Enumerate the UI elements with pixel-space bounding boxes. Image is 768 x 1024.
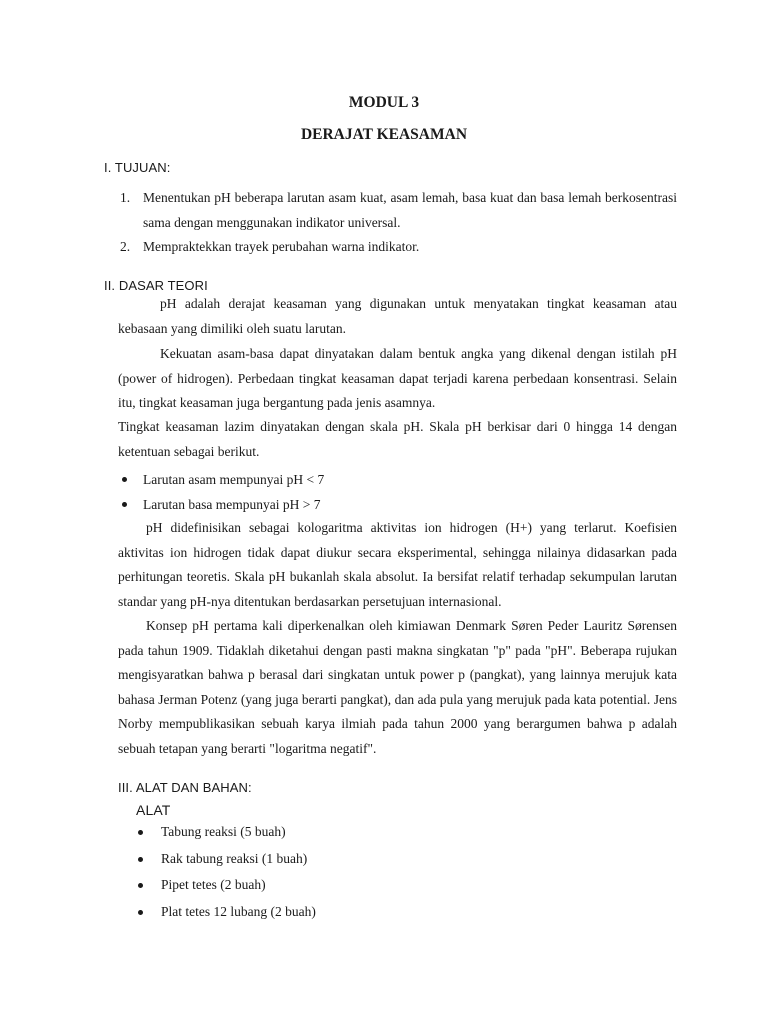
list-item-text: Mempraktekkan trayek perubahan warna indikator. xyxy=(143,239,420,254)
list-item xyxy=(118,492,324,517)
bullet-icon xyxy=(138,830,143,835)
bullet-icon xyxy=(138,857,143,862)
list-item xyxy=(136,819,316,846)
ph-condition-list xyxy=(118,467,324,517)
paragraph-kologaritma: pH didefinisikan sebagai kologaritma aktivitas ion hidrogen (H+) yang terlarut. Koefisien aktivitas ion hidrogen tidak dapat diukur secara eksperimental, sehingga nilainya didasarkan pada perhitungan teoretis. Skala pH bukanlah skala absolut. Ia bersifat relatif terhadap sekumpulan larutan standar yang pH-nya ditentukan berdasarkan persetujuan internasional. xyxy=(118,520,677,609)
paragraph-kekuatan-asam-basa: Kekuatan asam-basa dapat dinyatakan dalam bentuk angka yang dikenal dengan istilah pH (power of hidrogen). Perbedaan tingkat keasaman dapat terjadi karena perbedaan konsentrasi. Selain itu, tingkat keasaman juga bergantung pada jenis asamnya. xyxy=(118,346,677,410)
bullet-icon xyxy=(138,883,143,888)
list-item-text: Pipet tetes (2 buah) xyxy=(161,877,266,892)
list-item-text: Larutan asam mempunyai pH < 7 xyxy=(143,472,325,487)
list-item-text: Larutan basa mempunyai pH > 7 xyxy=(143,497,321,512)
section-heading-dasar-teori: II. DASAR TEORI xyxy=(104,278,208,293)
list-item xyxy=(136,872,316,899)
list-item-text: Rak tabung reaksi (1 buah) xyxy=(161,850,308,866)
list-item-text: Tabung reaksi (5 buah) xyxy=(161,824,286,839)
section-heading-alat-bahan: III. ALAT DAN BAHAN: xyxy=(118,780,252,795)
list-item xyxy=(118,186,677,235)
list-number: 1. xyxy=(120,190,131,205)
alat-list xyxy=(136,819,316,925)
list-item xyxy=(136,899,316,926)
bullet-icon xyxy=(122,477,127,482)
list-item xyxy=(118,235,677,260)
list-item xyxy=(136,846,316,873)
paragraph-ph-definition: pH adalah derajat keasaman yang digunakan untuk menyatakan tingkat keasaman atau kebasaan yang dimiliki oleh suatu larutan. xyxy=(118,296,677,336)
bullet-icon xyxy=(138,910,143,915)
list-item-text: Plat tetes 12 lubang (2 buah) xyxy=(161,903,316,919)
bullet-icon xyxy=(122,502,127,507)
module-subtitle: DERAJAT KEASAMAN xyxy=(300,126,468,143)
list-number: 2. xyxy=(120,239,131,254)
section-heading-tujuan: I. TUJUAN: xyxy=(104,160,171,175)
subheading-alat: ALAT xyxy=(136,802,171,818)
tujuan-list xyxy=(118,186,677,260)
module-title: MODUL 3 xyxy=(348,94,420,111)
paragraph-skala-ph: Tingkat keasaman lazim dinyatakan dengan skala pH. Skala pH berkisar dari 0 hingga 14 dengan ketentuan sebagai berikut. xyxy=(118,419,677,459)
paragraph-konsep-ph: Konsep pH pertama kali diperkenalkan oleh kimiawan Denmark Søren Peder Lauritz Sørensen pada tahun 1909. Tidaklah diketahui dengan pasti makna singkatan "p" pada "pH". Beberapa rujukan mengisyaratkan bahwa p berasal dari singkatan untuk power p (pangkat), yang lainnya merujuk kata bahasa Jerman Potenz (yang juga berarti pangkat), dan ada pula yang merujuk pada kata potential. Jens Norby mempublikasikan sebuah karya ilmiah pada tahun 2000 yang berargumen bahwa p adalah sebuah tetapan yang berarti "logaritma negatif". xyxy=(118,618,677,756)
list-item xyxy=(118,467,324,492)
list-item-text: Menentukan pH beberapa larutan asam kuat, asam lemah, basa kuat dan basa lemah berkosentrasi sama dengan menggunakan indikator universal. xyxy=(143,190,677,230)
